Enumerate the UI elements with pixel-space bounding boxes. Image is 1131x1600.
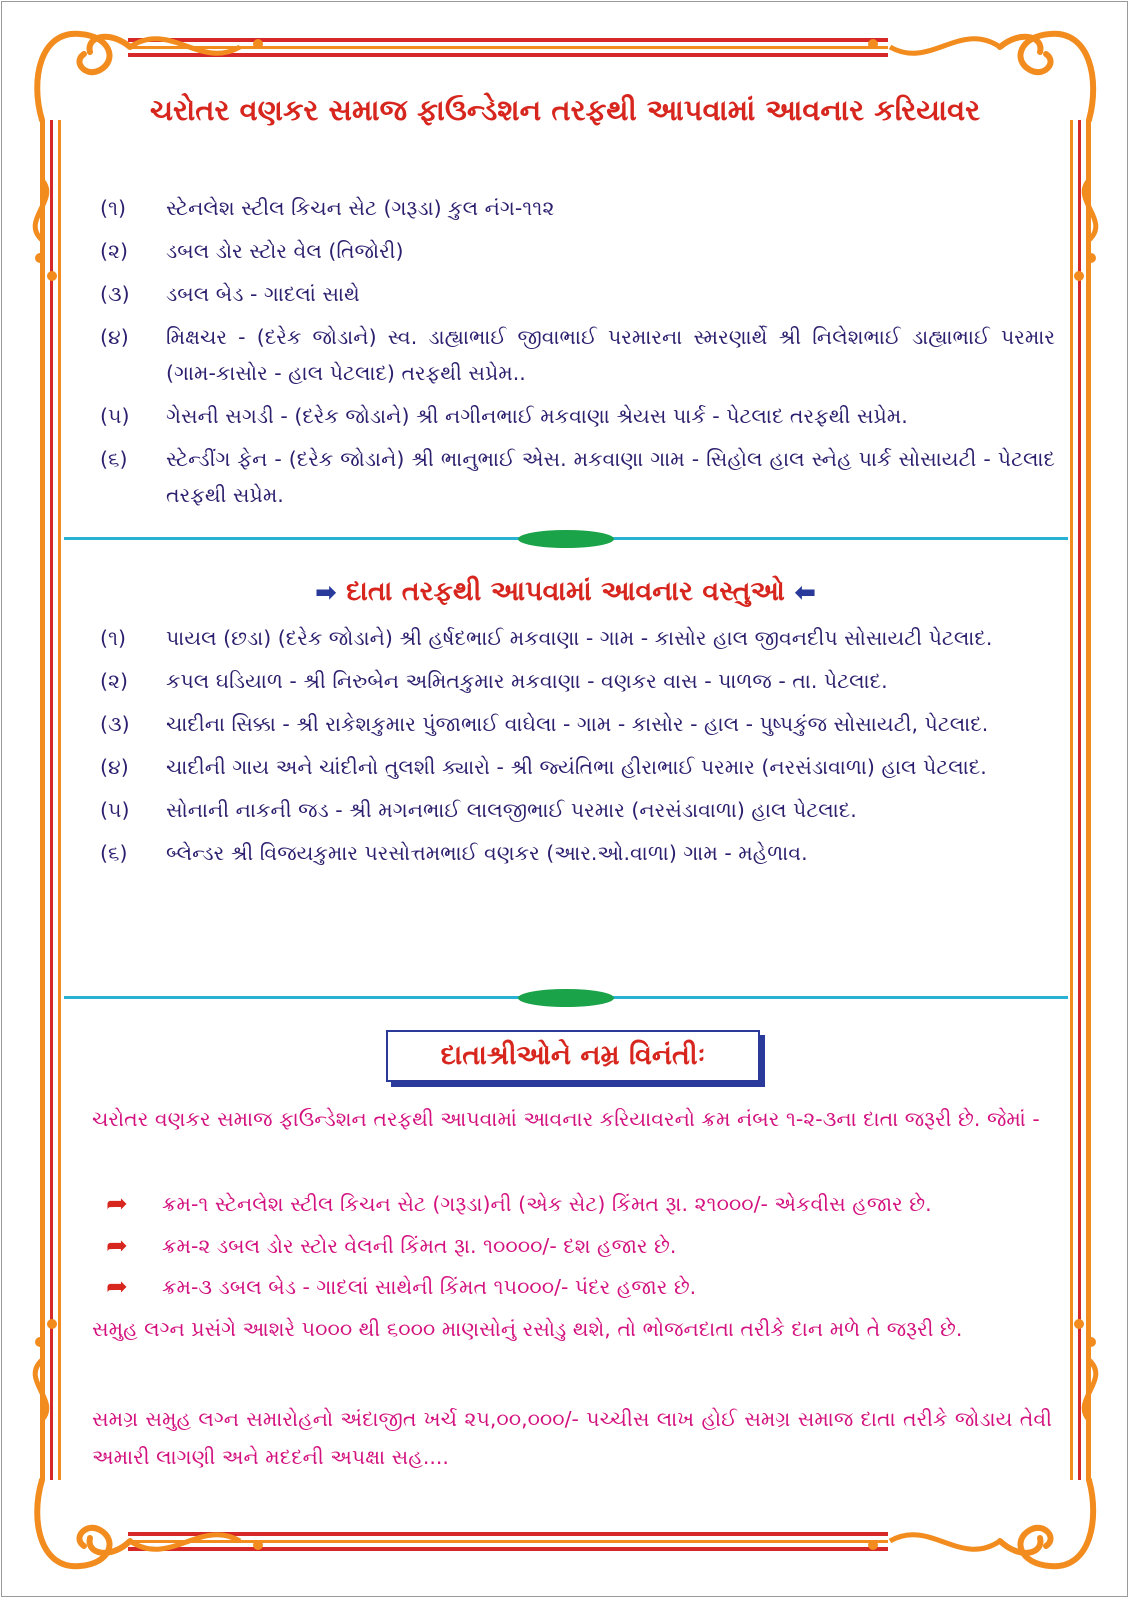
price-bullet — [106, 1268, 1056, 1306]
bullet-text: ક્રમ-૧ સ્ટેનલેશ સ્ટીલ કિચન સેટ (ગરૂડા)ની (એક સેટ) કિંમત રૂા. ૨૧૦૦૦/- એકવીસ હજાર છે. — [162, 1192, 932, 1216]
list-item — [100, 441, 1055, 513]
item-number: (૪) — [100, 325, 129, 349]
list-item — [100, 835, 1055, 871]
list-item — [100, 233, 1055, 269]
arrow-right-icon: ➡ — [314, 577, 337, 608]
item-text: ડબલ ડોર સ્ટોર વેલ (તિજોરી) — [166, 239, 404, 263]
price-bullet — [106, 1185, 1056, 1223]
item-text: બ્લેન્ડર શ્રી વિજયકુમાર પરસોત્તમભાઈ વણકર (આર.ઓ.વાળા) ગામ - મહેળાવ. — [166, 841, 808, 865]
list-item — [100, 398, 1055, 434]
item-number: (૩) — [100, 282, 130, 306]
page-title: ચરોતર વણકર સમાજ ફાઉન્ડેશન તરફથી આપવામાં આવનાર કરિયાવર — [149, 93, 981, 127]
item-text: મિક્ષચર - (દરેક જોડાને) સ્વ. ડાહ્યાભાઈ જીવાભાઈ પરમારના સ્મરણાર્થે શ્રી નિલેશભાઈ ડાહ્યાભાઈ પરમાર (ગામ-કાસોર - હાલ પેટલાદ) તરફથી સપ્રેમ.. — [166, 325, 1055, 385]
item-number: (૧) — [100, 196, 127, 220]
section2-list — [100, 620, 1055, 878]
item-text: પાયલ (છડા) (દરેક જોડાને) શ્રી હર્ષદભાઈ મકવાણા - ગામ - કાસોર હાલ જીવનદીપ સોસાયટી પેટલાદ. — [166, 626, 993, 650]
item-text: ચાદીની ગાય અને ચાંદીનો તુલશી ક્યારો - શ્રી જ્યંતિભા હીરાભાઈ પરમાર (નરસંડાવાળા) હાલ પેટલાદ. — [166, 755, 987, 779]
arrow-left-icon: ⬅ — [794, 577, 817, 608]
curved-arrow-icon: ➦ — [106, 1272, 128, 1302]
item-text: સોનાની નાકની જડ - શ્રી મગનભાઈ લાલજીભાઈ પરમાર (નરસંડાવાળા) હાલ પેટલાદ. — [166, 798, 857, 822]
item-text: ચાદીના સિક્કા - શ્રી રાકેશકુમાર પુંજાભાઈ વાઘેલા - ગામ - કાસોર - હાલ - પુષ્પકુંજ સોસાયટી, પેટલાદ. — [166, 712, 989, 736]
item-number: (૫) — [100, 798, 130, 822]
curved-arrow-icon: ➦ — [106, 1231, 128, 1261]
item-number: (૪) — [100, 755, 129, 779]
curved-arrow-icon: ➦ — [106, 1189, 128, 1219]
list-item — [100, 319, 1055, 391]
item-number: (૬) — [100, 447, 128, 471]
section2-title-text: દાતા તરફથી આપવામાં આવનાર વસ્તુઓ — [346, 576, 785, 607]
item-number: (૧) — [100, 626, 127, 650]
item-text: ગેસની સગડી - (દરેક જોડાને) શ્રી નગીનભાઈ મકવાણા શ્રેયસ પાર્ક - પેટલાદ તરફથી સપ્રેમ. — [166, 404, 908, 428]
list-item — [100, 706, 1055, 742]
price-bullet — [106, 1227, 1056, 1265]
item-text: ડબલ બેડ - ગાદલાં સાથે — [166, 282, 360, 306]
list-item — [100, 620, 1055, 656]
section1-list — [100, 190, 1055, 520]
item-number: (૨) — [100, 239, 129, 263]
bullet-text: ક્રમ-૩ ડબલ બેડ - ગાદલાં સાથેની કિંમત ૧૫૦૦૦/- પંદર હજાર છે. — [162, 1275, 697, 1299]
divider-oval — [518, 530, 614, 548]
item-number: (૩) — [100, 712, 130, 736]
item-number: (૨) — [100, 669, 129, 693]
section2-title — [0, 572, 1131, 613]
item-text: કપલ ઘડિયાળ - શ્રી નિરુબેન અમિતકુમાર મકવાણા - વણકર વાસ - પાળજ - તા. પેટલાદ. — [166, 669, 888, 693]
request-intro: ચરોતર વણકર સમાજ ફાઉન્ડેશન તરફથી આપવામાં આવનાર કરિયાવરનો ક્રમ નંબર ૧-૨-૩ના દાતા જરૂરી છે. જેમાં - — [92, 1107, 1040, 1131]
list-item — [100, 663, 1055, 699]
list-item — [100, 792, 1055, 828]
list-item — [100, 190, 1055, 226]
item-text: સ્ટેનલેશ સ્ટીલ કિચન સેટ (ગરૂડા) કુલ નંગ-૧૧૨ — [166, 196, 555, 220]
item-text: સ્ટેન્ડીંગ ફેન - (દરેક જોડાને) શ્રી ભાનુભાઈ એસ. મકવાણા ગામ - સિહોલ હાલ સ્નેહ પાર્ક સોસાયટી - પેટલાદ તરફથી સપ્રેમ. — [166, 447, 1055, 507]
item-number: (૬) — [100, 841, 128, 865]
divider-oval — [518, 989, 614, 1007]
list-item — [100, 276, 1055, 312]
request-heading-box: દાતાશ્રીઓને નમ્ર વિનંતીઃ — [386, 1030, 760, 1082]
item-number: (૫) — [100, 404, 130, 428]
list-item — [100, 749, 1055, 785]
bullet-text: ક્રમ-૨ ડબલ ડોર સ્ટોર વેલની કિંમત રૂા. ૧૦૦૦૦/- દશ હજાર છે. — [162, 1234, 677, 1258]
kitchen-note: સમુહ લગ્ન પ્રસંગે આશરે ૫૦૦૦ થી ૬૦૦૦ માણસોનું રસોડુ થશે, તો ભોજનદાતા તરીકે દાન મળે તે જરૂરી છે. — [92, 1317, 963, 1341]
total-cost-note: સમગ્ર સમુહ લગ્ન સમારોહનો અંદાજીત ખર્ચ ૨૫,૦૦,૦૦૦/- પચ્ચીસ લાખ હોઈ સમગ્ર સમાજ દાતા તરીકે જોડાય તેવી અમારી લાગણી અને મદદની અપક્ષા સહ.... — [92, 1407, 1052, 1469]
